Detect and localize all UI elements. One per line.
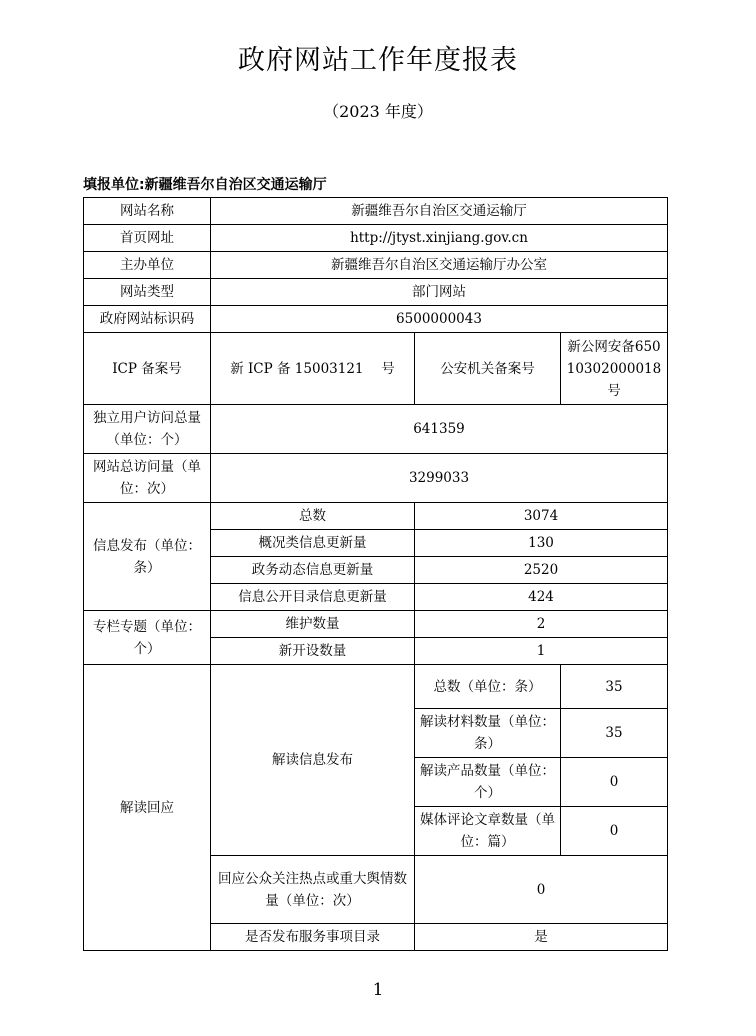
table-row — [84, 306, 668, 333]
page-number: 1 — [372, 980, 384, 1000]
police-record-label: 公安机关备案号 — [415, 333, 561, 405]
site-type-value: 部门网站 — [211, 279, 668, 306]
hotspot-label: 回应公众关注热点或重大舆情数量（单位：次） — [211, 856, 415, 924]
police-record-value: 新公网安备65010302000018 号 — [561, 333, 668, 405]
site-name-label: 网站名称 — [84, 198, 211, 225]
columns-new-value: 1 — [415, 638, 668, 665]
interpret-products-value: 0 — [561, 758, 668, 807]
unique-visitors-label: 独立用户访问总量（单位：个） — [84, 405, 211, 454]
interpret-materials-label: 解读材料数量（单位：条） — [415, 709, 561, 758]
page-title: 政府网站工作年度报表 — [238, 45, 518, 76]
interpret-total-value: 35 — [561, 665, 668, 709]
table-row — [84, 665, 668, 709]
homepage-label: 首页网址 — [84, 225, 211, 252]
interpret-materials-value: 35 — [561, 709, 668, 758]
service-catalog-value: 是 — [415, 924, 668, 951]
unique-visitors-value: 641359 — [211, 405, 668, 454]
table-row — [84, 252, 668, 279]
report-table — [83, 197, 668, 951]
table-row — [84, 611, 668, 638]
info-total-value: 3074 — [415, 503, 668, 530]
sponsor-value: 新疆维吾尔自治区交通运输厅办公室 — [211, 252, 668, 279]
table-row — [84, 333, 668, 405]
table-row — [84, 503, 668, 530]
info-disclosure-value: 424 — [415, 584, 668, 611]
icp-value: 新 ICP 备 15003121 号 — [211, 333, 415, 405]
columns-maintained-value: 2 — [415, 611, 668, 638]
info-publish-label: 信息发布（单位：条） — [84, 503, 211, 611]
hotspot-value: 0 — [415, 856, 668, 924]
sponsor-label: 主办单位 — [84, 252, 211, 279]
columns-label: 专栏专题（单位：个） — [84, 611, 211, 665]
table-row — [84, 405, 668, 454]
site-name-value: 新疆维吾尔自治区交通运输厅 — [211, 198, 668, 225]
columns-maintained-label: 维护数量 — [211, 611, 415, 638]
interpret-media-label: 媒体评论文章数量（单位：篇） — [415, 807, 561, 856]
info-news-value: 2520 — [415, 557, 668, 584]
site-id-value: 6500000043 — [211, 306, 668, 333]
total-visits-label: 网站总访问量（单位：次） — [84, 454, 211, 503]
homepage-value: http://jtyst.xinjiang.gov.cn — [211, 225, 668, 252]
info-disclosure-label: 信息公开目录信息更新量 — [211, 584, 415, 611]
filler-value: 新疆维吾尔自治区交通运输厅 — [144, 177, 327, 193]
total-visits-value: 3299033 — [211, 454, 668, 503]
info-overview-value: 130 — [415, 530, 668, 557]
info-total-label: 总数 — [211, 503, 415, 530]
interpret-total-label: 总数（单位：条） — [415, 665, 561, 709]
filler-label: 填报单位: — [83, 177, 145, 193]
table-row — [84, 279, 668, 306]
interpret-label: 解读信息发布 — [211, 665, 415, 856]
table-row — [84, 225, 668, 252]
info-overview-label: 概况类信息更新量 — [211, 530, 415, 557]
site-type-label: 网站类型 — [84, 279, 211, 306]
response-label: 解读回应 — [84, 665, 211, 951]
site-id-label: 政府网站标识码 — [84, 306, 211, 333]
filler-unit — [83, 174, 327, 194]
columns-new-label: 新开设数量 — [211, 638, 415, 665]
service-catalog-label: 是否发布服务事项目录 — [211, 924, 415, 951]
info-news-label: 政务动态信息更新量 — [211, 557, 415, 584]
icp-label: ICP 备案号 — [84, 333, 211, 405]
report-year: （2023 年度） — [323, 102, 433, 121]
interpret-products-label: 解读产品数量（单位：个） — [415, 758, 561, 807]
table-row — [84, 454, 668, 503]
table-row — [84, 198, 668, 225]
interpret-media-value: 0 — [561, 807, 668, 856]
